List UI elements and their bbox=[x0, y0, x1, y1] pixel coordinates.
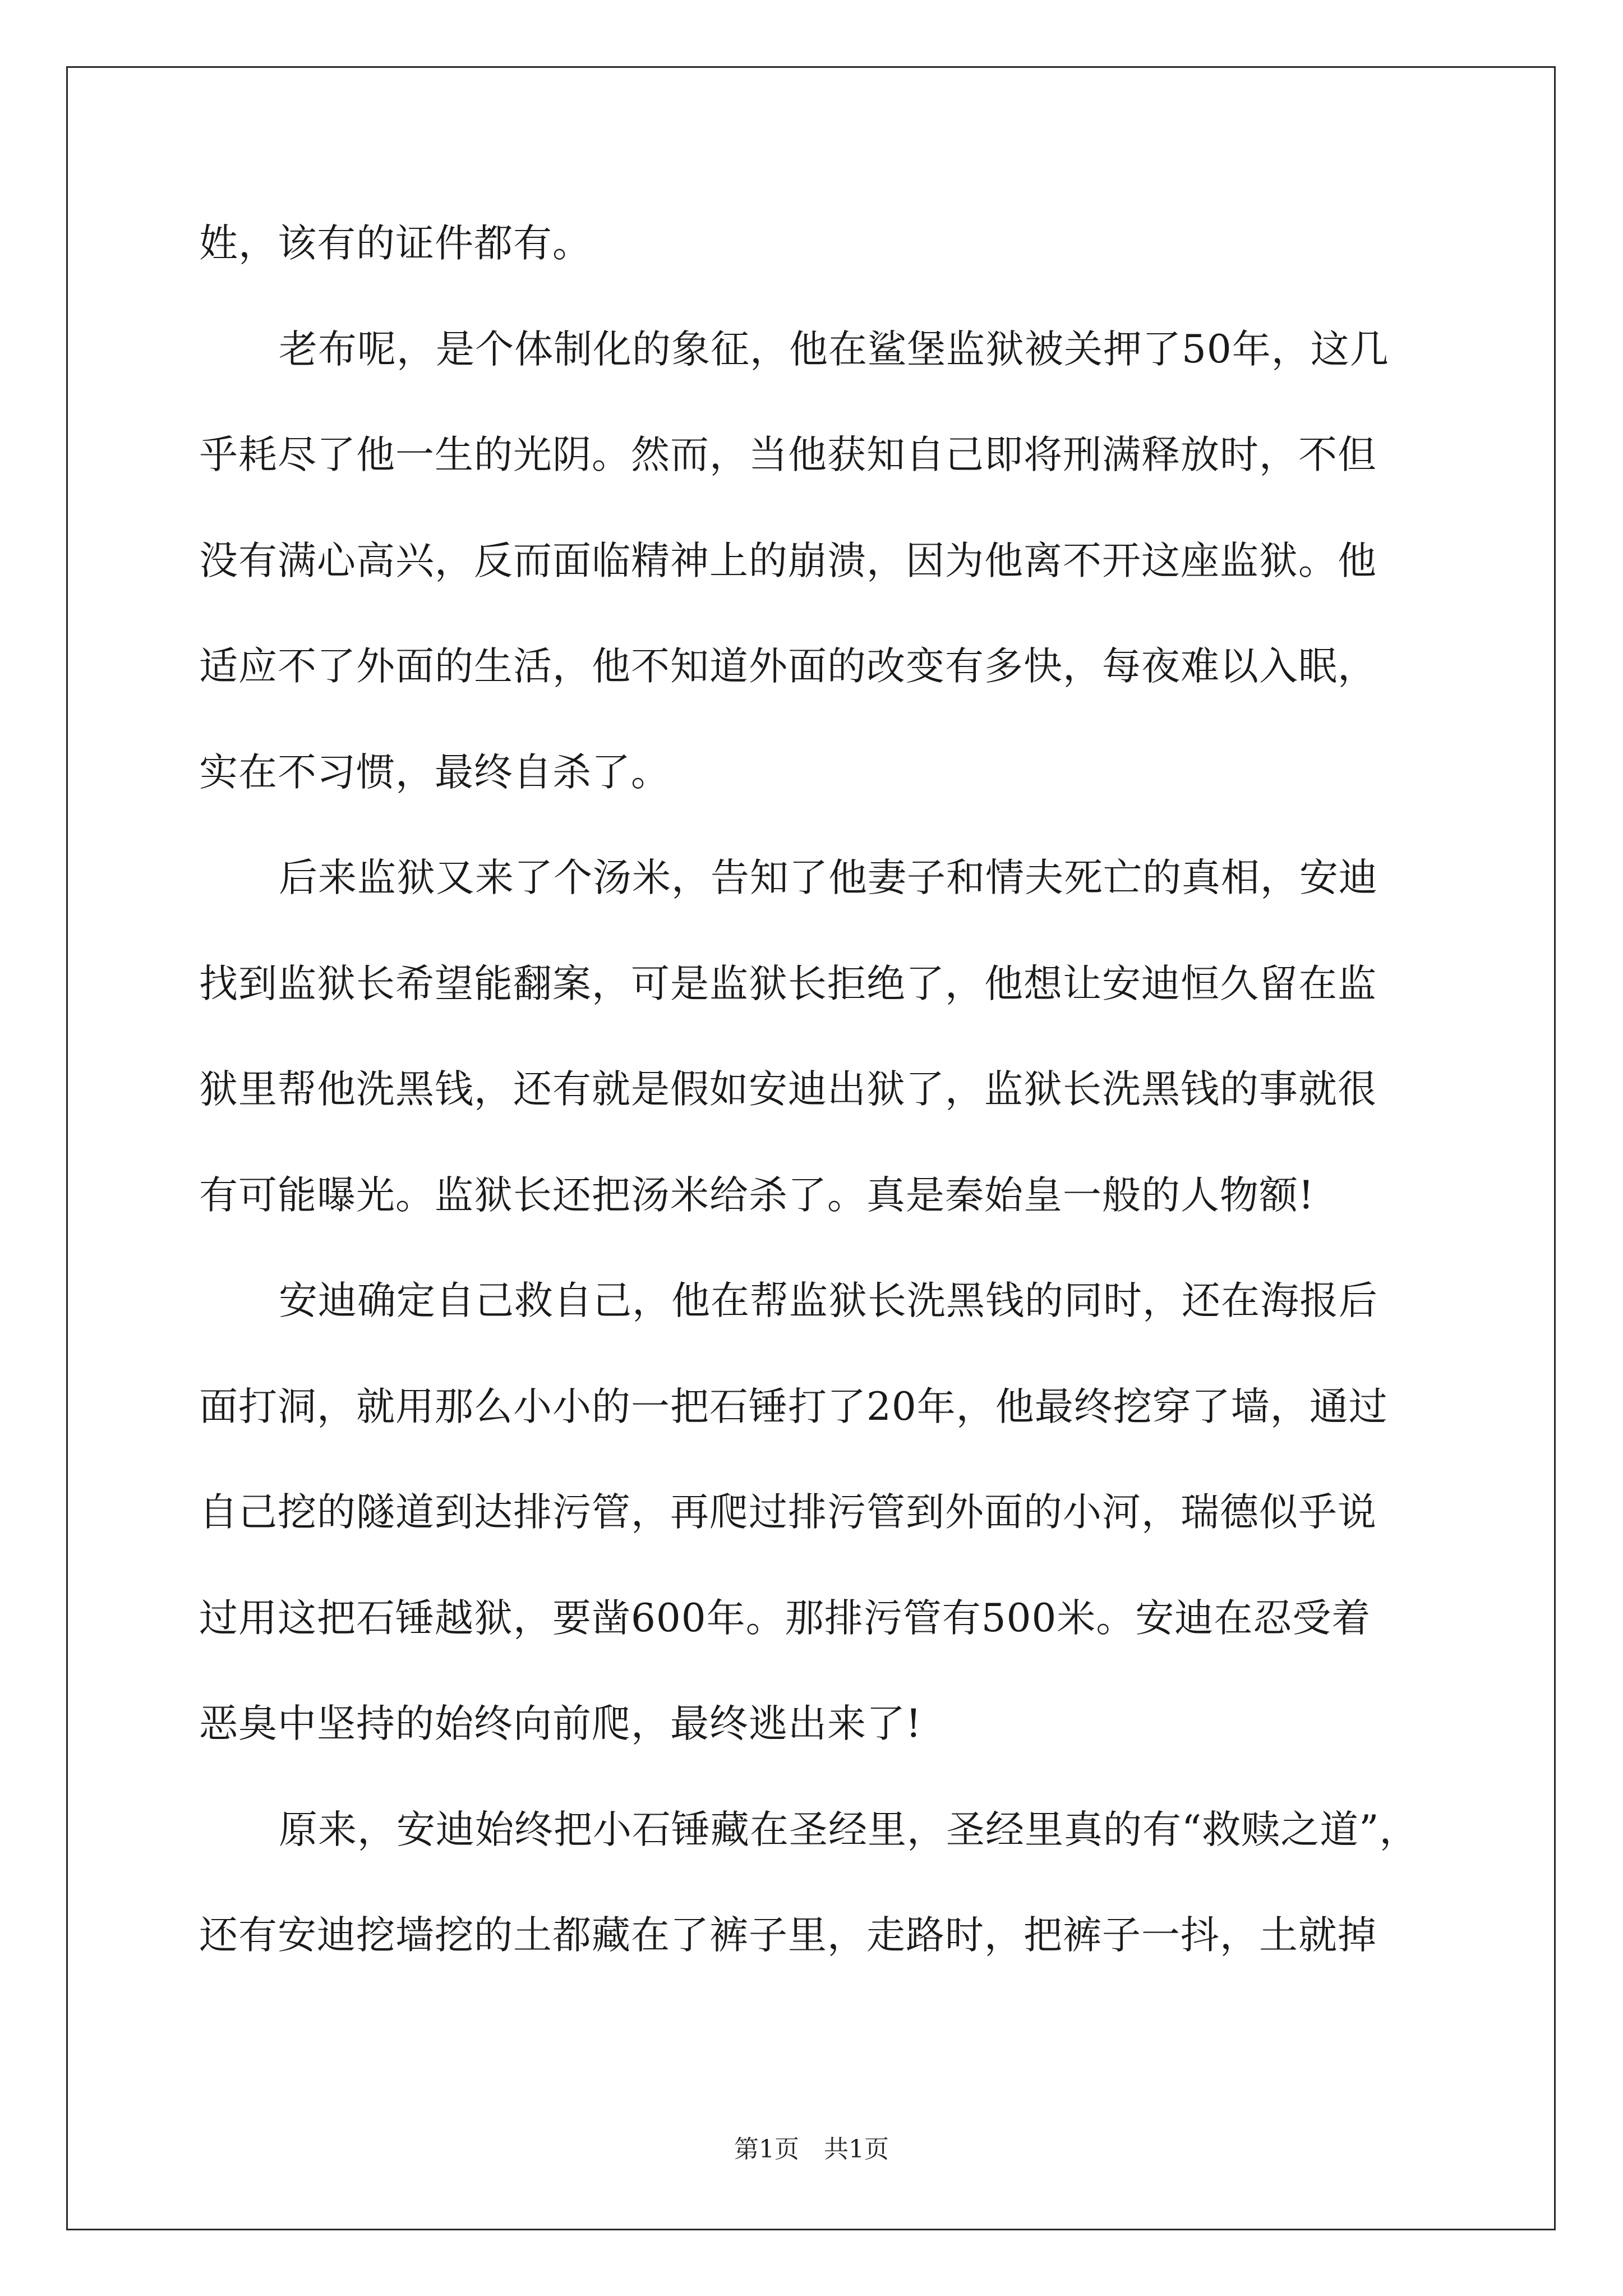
text-line: 乎耗尽了他一生的光阴。然而，当他获知自己即将刑满释放时，不但 bbox=[199, 432, 1377, 477]
text-line: 有可能曝光。监狱长还把汤米给杀了。真是秦始皇一般的人物额! bbox=[199, 1172, 1315, 1218]
text-line: 自己挖的隧道到达排污管，再爬过排污管到外面的小河，瑞德似乎说 bbox=[199, 1490, 1377, 1535]
text-line: 安迪确定自己救自己，他在帮监狱长洗黑钱的同时，还在海报后 bbox=[279, 1278, 1378, 1323]
text-line: 还有安迪挖墙挖的土都藏在了裤子里，走路时，把裤子一抖，土就掉 bbox=[199, 1913, 1377, 1958]
text-line: 恶臭中坚持的始终向前爬，最终逃出来了! bbox=[199, 1701, 922, 1746]
text-line: 原来，安迪始终把小石锤藏在圣经里，圣经里真的有“救赎之道”， bbox=[279, 1807, 1419, 1852]
text-line: 狱里帮他洗黑钱，还有就是假如安迪出狱了，监狱长洗黑钱的事就很 bbox=[199, 1067, 1377, 1112]
text-line: 适应不了外面的生活，他不知道外面的改变有多快，每夜难以入眠， bbox=[199, 644, 1377, 689]
text-line: 面打洞，就用那么小小的一把石锤打了20年，他最终挖穿了墙，通过 bbox=[199, 1384, 1388, 1429]
page-number-footer: 第1页 共1页 bbox=[734, 2135, 889, 2164]
text-line: 过用这把石锤越狱，要凿600年。那排污管有500米。安迪在忍受着 bbox=[199, 1595, 1371, 1641]
text-line: 姓，该有的证件都有。 bbox=[199, 221, 592, 266]
text-line: 没有满心高兴，反而面临精神上的崩溃，因为他离不开这座监狱。他 bbox=[199, 538, 1377, 583]
text-line: 后来监狱又来了个汤米，告知了他妻子和情夫死亡的真相，安迪 bbox=[279, 855, 1378, 900]
text-line: 老布呢，是个体制化的象征，他在鲨堡监狱被关押了50年，这几 bbox=[279, 326, 1389, 372]
text-line: 找到监狱长希望能翻案，可是监狱长拒绝了，他想让安迪恒久留在监 bbox=[199, 961, 1377, 1006]
document-body bbox=[199, 210, 1444, 2008]
text-line: 实在不习惯，最终自杀了。 bbox=[199, 749, 670, 795]
